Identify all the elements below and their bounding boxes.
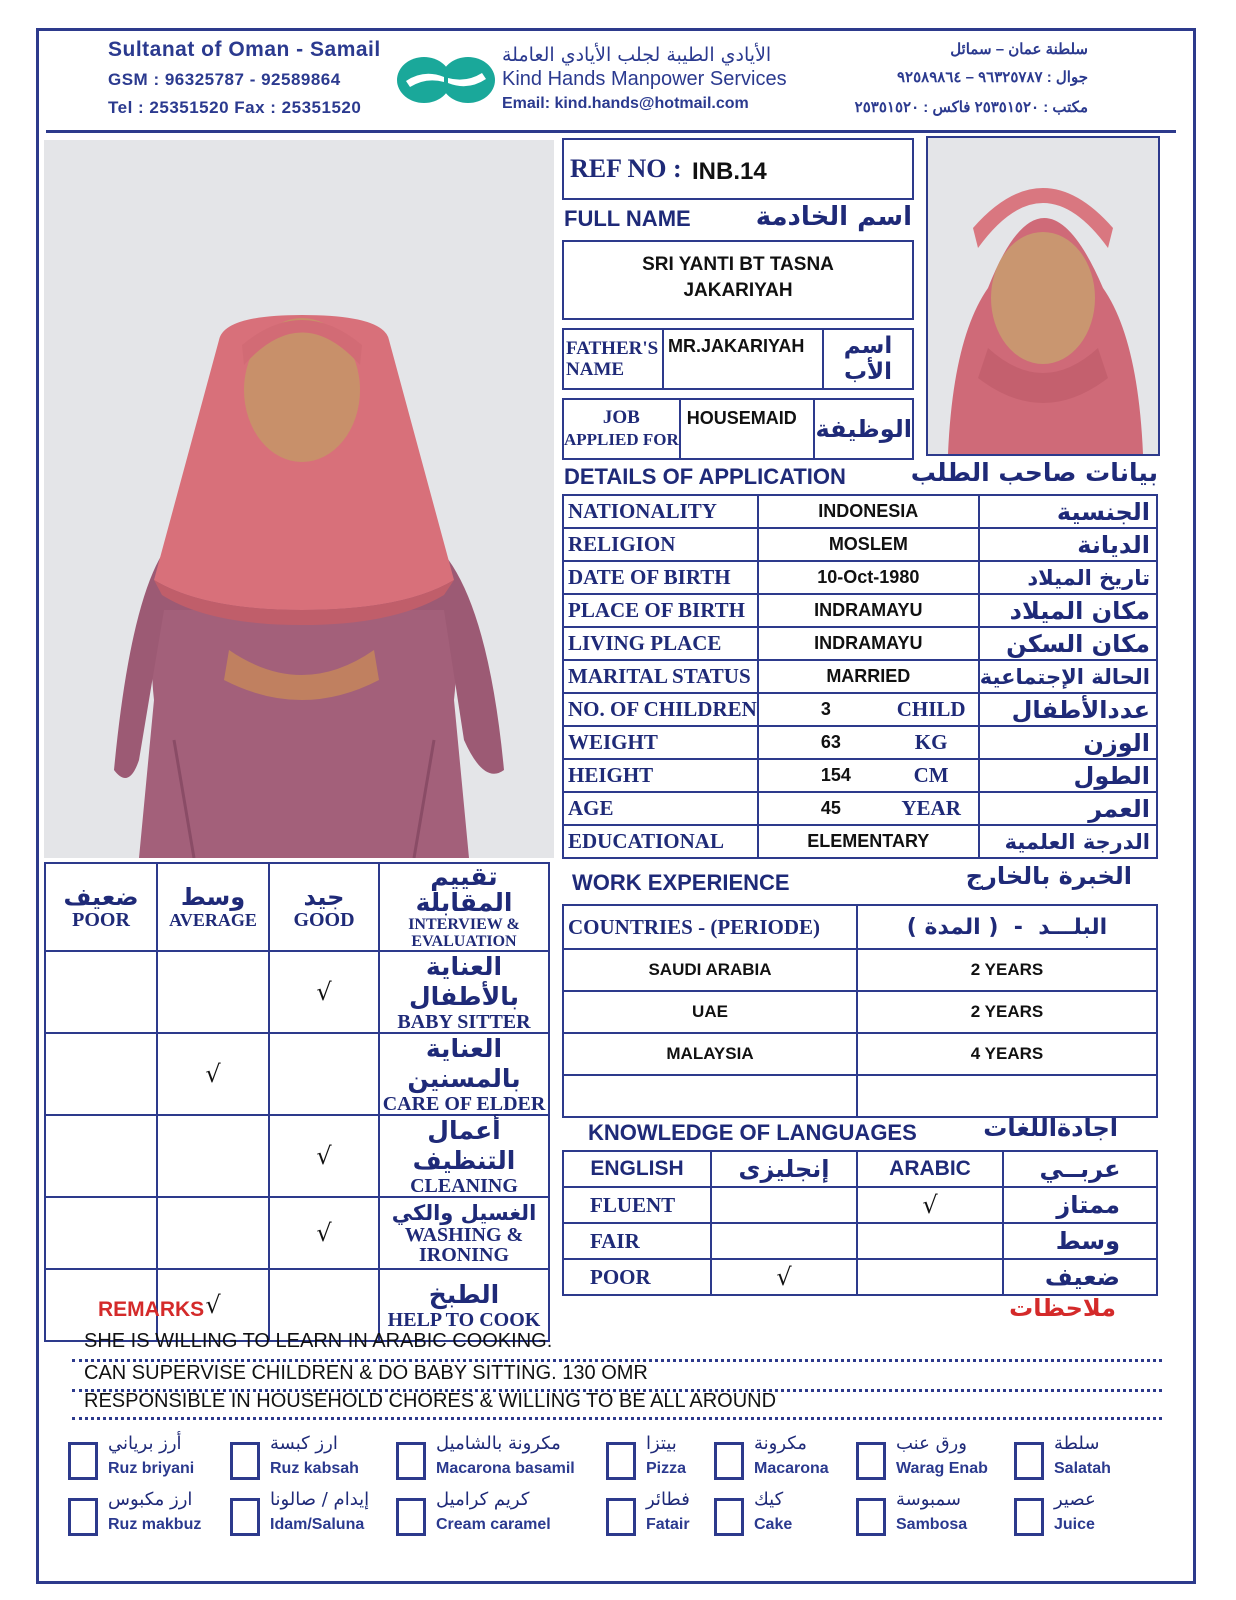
header-location-ar: سلطنة عمان – سمائل [950,41,1088,58]
food-checkbox[interactable] [714,1442,744,1480]
details-row [563,693,1157,726]
details-value: MARRIED [758,660,979,693]
eval-skill-cell [379,951,549,1033]
header-center [502,44,802,113]
eval-good-cell: √ [269,951,379,1033]
details-label-ar: الطول [979,759,1157,792]
eval-good-header [269,863,379,951]
details-label-ar: عددالأطفال [979,693,1157,726]
languages-title-ar: اجادةاللغات [983,1114,1118,1142]
food-label-ar: ورق عنب [896,1433,967,1454]
portrait-photo [926,136,1160,456]
food-label-ar: مكرونة بالشاميل [436,1433,561,1454]
language-level: FAIR [563,1223,711,1259]
work-col-countries [563,905,857,949]
eval-good-en: GOOD [293,909,355,931]
languages-title: KNOWLEDGE OF LANGUAGES [588,1120,917,1145]
lang-arabic-ar-cell [1003,1151,1157,1187]
skill-label-ar: العناية بالمسنين [407,1034,521,1093]
eval-average-cell: √ [157,1033,269,1115]
header-divider [46,130,1176,133]
food-checkbox[interactable] [714,1498,744,1536]
language-english-cell [711,1223,857,1259]
father-label-ar: اسم الأب [843,333,893,385]
job-value-cell [680,399,815,459]
eval-good-cell [269,1033,379,1115]
father-label-ar-cell [823,329,913,389]
work-title-ar: الخبرة بالخارج [965,862,1132,890]
details-unit: YEAR [884,792,978,825]
food-label-ar: كريم كراميل [436,1489,530,1510]
eval-title-en-1: INTERVIEW & [408,916,520,933]
details-unit: CHILD [884,693,978,726]
food-checkbox[interactable] [856,1442,886,1480]
eval-average-cell [157,951,269,1033]
food-label-ar: سلطة [1054,1433,1100,1454]
skill-label-ar: أعمال التنظيف [412,1116,516,1175]
work-col-ar [857,905,1157,949]
details-label-ar: مكان السكن [979,627,1157,660]
lang-english-en-cell [563,1151,711,1187]
details-label: NATIONALITY [563,495,758,528]
evaluation-row [45,1033,549,1115]
father-value-cell [663,329,823,389]
language-row [563,1187,1157,1223]
food-label-en: Ruz briyani [108,1460,195,1477]
work-title: WORK EXPERIENCE [572,870,790,895]
job-label-2: APPLIED FOR [564,430,679,449]
lang-english-en: ENGLISH [590,1157,684,1180]
remarks-label: REMARKS [98,1298,205,1321]
food-checkbox[interactable] [606,1498,636,1536]
details-label: DATE OF BIRTH [563,561,758,594]
skill-label-ar: الطبخ [428,1280,500,1309]
language-english-cell [711,1187,857,1223]
details-table [562,494,1158,859]
food-label-en: Pizza [646,1460,687,1477]
full-name-value-2: JAKARIYAH [683,280,793,301]
eval-poor-cell [45,1115,157,1197]
details-unit: CM [884,759,978,792]
food-checkbox[interactable] [396,1498,426,1536]
food-label-ar: إيدام / صالونا [270,1489,370,1510]
details-row [563,726,1157,759]
details-label: AGE [563,792,758,825]
work-row [563,1033,1157,1075]
eval-good-cell: √ [269,1197,379,1269]
eval-average-cell [157,1197,269,1269]
details-row [563,528,1157,561]
food-label-ar: كيك [754,1489,784,1510]
food-label-en: Idam/Saluna [270,1516,365,1533]
ref-value: INB.14 [692,158,767,185]
eval-poor-cell [45,1033,157,1115]
food-checkbox[interactable] [606,1442,636,1480]
food-label-ar: فطائر [646,1489,690,1510]
language-english-cell: √ [711,1259,857,1295]
skill-label-en: BABY SITTER [397,1011,531,1033]
language-arabic-cell [857,1223,1003,1259]
header-right [800,40,1088,116]
details-value: MOSLEM [758,528,979,561]
work-period: 2 YEARS [857,991,1157,1033]
eval-good-cell: √ [269,1115,379,1197]
eval-title-header [379,863,549,951]
details-row [563,594,1157,627]
details-value: INDRAMAYU [758,594,979,627]
details-value: INDRAMAYU [758,627,979,660]
details-label: MARITAL STATUS [563,660,758,693]
evaluation-row [45,1115,549,1197]
full-body-photo [44,140,554,858]
language-level: FLUENT [563,1187,711,1223]
work-period: 4 YEARS [857,1033,1157,1075]
eval-poor-cell [45,951,157,1033]
details-value: INDONESIA [758,495,979,528]
work-col-ar-label: البلـــد - ( المدة ) [906,914,1108,940]
details-label-ar: الحالة الإجتماعية [979,660,1157,693]
job-value: HOUSEMAID [686,408,797,428]
header-office-ar: مكتب : ٢٥٣٥١٥٢٠ فاكس : ٢٥٣٥١٥٢٠ [854,99,1088,116]
company-name-en: Kind Hands Manpower Services [502,68,787,90]
details-row [563,660,1157,693]
work-country: MALAYSIA [563,1033,857,1075]
food-label-en: Warag Enab [896,1460,988,1477]
father-value: MR.JAKARIYAH [668,336,805,356]
eval-skill-cell [379,1033,549,1115]
lang-arabic-en-cell [857,1151,1003,1187]
details-row [563,825,1157,858]
details-value: 154 [758,759,885,792]
eval-poor-cell [45,1197,157,1269]
details-label: WEIGHT [563,726,758,759]
food-label-ar: عصير [1054,1489,1096,1510]
work-period: 2 YEARS [857,949,1157,991]
eval-skill-cell [379,1115,549,1197]
skill-label-en-2: IRONING [418,1244,509,1266]
skill-label-ar: الغسيل والكي [391,1201,537,1225]
details-label-ar: مكان الميلاد [979,594,1157,627]
food-label-en: Cream caramel [436,1516,551,1533]
details-value: 3 [758,693,885,726]
food-label-ar: مكرونة [754,1433,807,1454]
full-name-box [562,240,914,320]
languages-header-row [563,1151,1157,1187]
details-label: NO. OF CHILDREN [563,693,758,726]
food-label-ar: أرز برياني [108,1433,182,1454]
work-col-countries-label: COUNTRIES - (PERIODE) [568,914,821,939]
remarks-line-3: RESPONSIBLE IN HOUSEHOLD CHORES & WILLING TO BE ALL AROUND [72,1390,1162,1420]
languages-table [562,1150,1158,1296]
father-label-1: FATHER'S [566,338,659,359]
lang-english-ar: إنجليزى [738,1155,830,1183]
ref-label: REF NO : [570,154,682,183]
language-arabic-cell [857,1259,1003,1295]
language-level-ar: ممتاز [1003,1187,1157,1223]
eval-average-cell [157,1115,269,1197]
company-email: Email: kind.hands@hotmail.com [502,95,749,112]
skill-label-en: CARE OF ELDER [382,1093,546,1115]
food-label-en: Cake [754,1516,793,1533]
work-row [563,991,1157,1033]
remarks-label-ar: ملاحظات [1009,1294,1116,1322]
ref-box [562,138,914,200]
eval-title-ar: تقييم المقابلة [415,862,513,917]
details-label-ar: الجنسية [979,495,1157,528]
details-row [563,759,1157,792]
full-name-label-ar: اسم الخادمة [755,202,912,232]
eval-average-ar: وسط [180,883,246,911]
evaluation-header-row [45,863,549,951]
evaluation-row [45,1197,549,1269]
father-table [562,328,914,390]
details-label-ar: العمر [979,792,1157,825]
skill-label-en: HELP TO COOK [387,1309,541,1331]
details-value: 45 [758,792,885,825]
food-label-ar: ارز مكبوس [108,1489,193,1510]
work-header-row [563,905,1157,949]
evaluation-row [45,951,549,1033]
header-gsm: GSM : 96325787 - 92589864 [108,70,341,89]
father-label-cell [563,329,663,389]
food-label-en: Ruz makbuz [108,1516,202,1533]
job-label-cell [563,399,680,459]
details-row [563,627,1157,660]
job-label-ar: الوظيفة [815,415,912,443]
eval-title-en-2: EVALUATION [411,933,517,950]
details-title-ar: بيانات صاحب الطلب [910,458,1158,487]
details-row [563,495,1157,528]
work-table [562,904,1158,1118]
eval-poor-en: POOR [72,909,130,931]
details-value: ELEMENTARY [758,825,979,858]
food-checkbox[interactable] [1014,1498,1044,1536]
remarks-line-2: CAN SUPERVISE CHILDREN & DO BABY SITTING. 130 OMR [72,1362,1162,1392]
language-level-ar: ضعيف [1003,1259,1157,1295]
language-level: POOR [563,1259,711,1295]
language-arabic-cell: √ [857,1187,1003,1223]
lang-english-ar-cell [711,1151,857,1187]
details-unit: KG [884,726,978,759]
eval-good-ar: جيد [303,883,345,911]
language-level-ar: وسط [1003,1223,1157,1259]
food-label-en: Fatair [646,1516,690,1533]
work-country: SAUDI ARABIA [563,949,857,991]
details-row [563,561,1157,594]
skill-label-en: WASHING & [404,1224,524,1246]
company-name-ar: الأيادي الطيبة لجلب الأيادي العاملة [502,44,772,66]
eval-average-cell: √ [157,1269,269,1341]
language-row [563,1223,1157,1259]
eval-average-en: AVERAGE [169,910,257,930]
work-row [563,949,1157,991]
eval-average-header [157,863,269,951]
details-title: DETAILS OF APPLICATION [564,464,846,489]
food-checkbox[interactable] [396,1442,426,1480]
work-row [563,1075,1157,1117]
food-checkbox[interactable] [68,1442,98,1480]
food-label-en: Macarona basamil [436,1460,575,1477]
details-value: 63 [758,726,885,759]
details-label: PLACE OF BIRTH [563,594,758,627]
evaluation-table [44,862,550,1342]
header-location: Sultanat of Oman - Samail [108,38,381,61]
details-value: 10-Oct-1980 [758,561,979,594]
full-name-label: FULL NAME [564,206,691,231]
food-checkbox[interactable] [230,1442,260,1480]
details-label: RELIGION [563,528,758,561]
eval-poor-header [45,863,157,951]
work-country [563,1075,857,1117]
food-label-en: Macarona [754,1460,829,1477]
job-label-ar-cell [814,399,913,459]
work-period [857,1075,1157,1117]
header-tel: Tel : 25351520 Fax : 25351520 [108,98,362,117]
father-label-2: NAME [566,359,625,380]
details-label: LIVING PLACE [563,627,758,660]
details-label-ar: تاريخ الميلاد [979,561,1157,594]
food-label-en: Sambosa [896,1516,968,1533]
details-label-ar: الدرجة العلمية [979,825,1157,858]
job-table [562,398,914,460]
eval-skill-cell [379,1197,549,1269]
details-row [563,792,1157,825]
work-country: UAE [563,991,857,1033]
food-label-en: Salatah [1054,1460,1111,1477]
eval-poor-ar: ضعيف [63,883,139,911]
food-label-ar: سمبوسة [896,1489,961,1510]
kind-hands-logo-icon [396,55,496,105]
details-label: HEIGHT [563,759,758,792]
lang-arabic-en: ARABIC [889,1157,971,1180]
food-checkbox[interactable] [68,1498,98,1536]
skill-label-ar: العناية بالأطفال [408,952,519,1011]
food-label-en: Ruz kabsah [270,1460,359,1477]
food-label-en: Juice [1054,1516,1095,1533]
lang-arabic-ar: عربــي [1039,1155,1121,1183]
food-label-ar: ارز كبسة [270,1433,338,1454]
food-checkbox[interactable] [856,1498,886,1536]
header-mobile-ar: جوال : ٩٦٣٢٥٧٨٧ – ٩٢٥٨٩٨٦٤ [896,69,1088,86]
header-left [108,38,381,118]
details-label-ar: الوزن [979,726,1157,759]
skill-label-en: CLEANING [410,1175,518,1197]
job-label-1: JOB [602,407,640,428]
full-name-value-1: SRI YANTI BT TASNA [642,254,834,275]
food-checkbox[interactable] [1014,1442,1044,1480]
food-checkbox[interactable] [230,1498,260,1536]
details-label: EDUCATIONAL [563,825,758,858]
language-row [563,1259,1157,1295]
remarks-line-1: SHE IS WILLING TO LEARN IN ARABIC COOKING. [72,1330,1162,1362]
food-label-ar: بيتزا [646,1433,677,1454]
details-label-ar: الديانة [979,528,1157,561]
